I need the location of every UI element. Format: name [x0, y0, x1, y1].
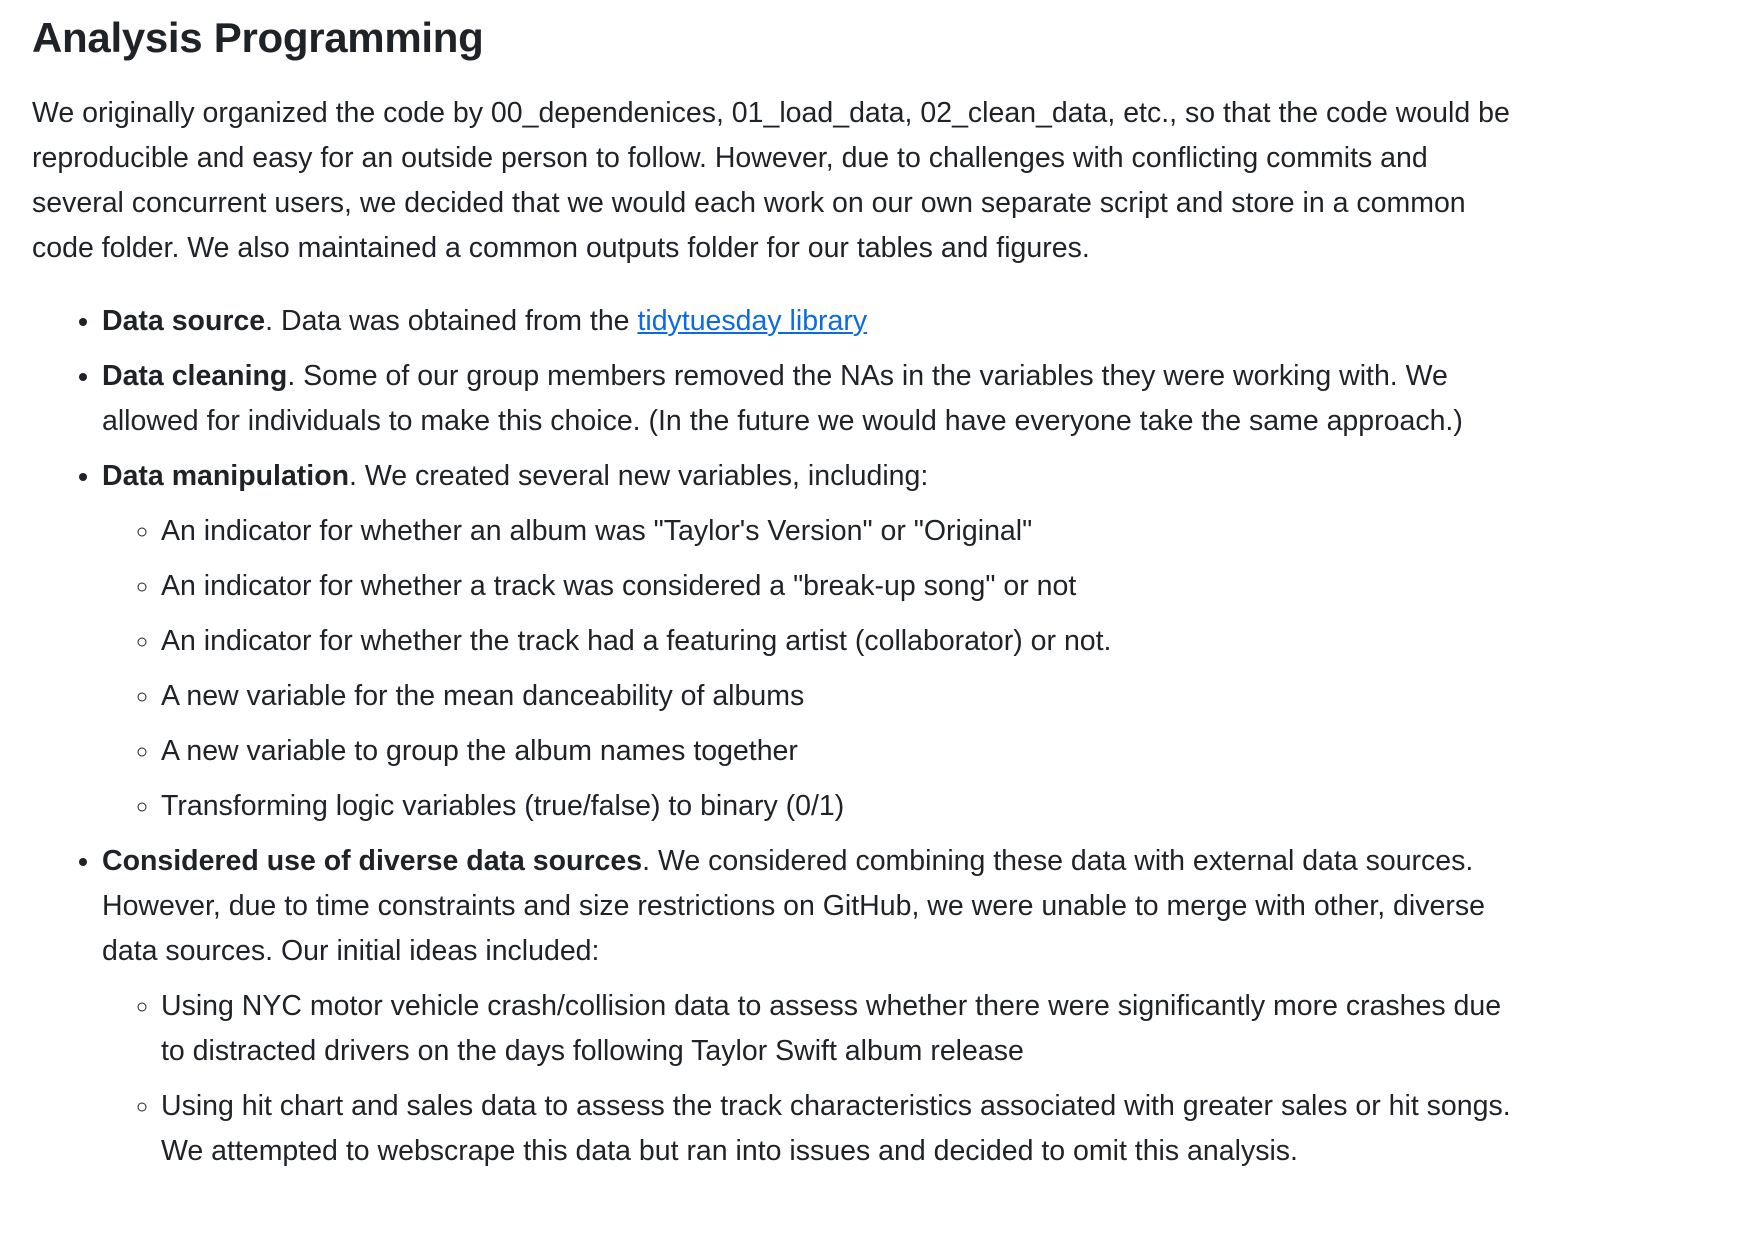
- list-item-lead: Data source: [102, 304, 266, 337]
- list-item-lead: Considered use of diverse data sources: [102, 844, 643, 877]
- sublist-item: ◦ An indicator for whether an album was "Taylor's Version" or "Original": [161, 509, 1527, 554]
- sublist-item: ◦ Transforming logic variables (true/false) to binary (0/1): [161, 784, 1527, 829]
- list-item-text: . We considered combining these data with external data sources. However, due to time constraints and size restrictions on GitHub, we were unable to merge with other, diverse data sources. Our initial ideas included:: [102, 844, 1485, 967]
- list-item-diverse-data-sources: [102, 839, 1527, 1174]
- tidytuesday-link[interactable]: tidytuesday library: [637, 304, 868, 337]
- sublist-item: ◦ An indicator for whether a track was considered a "break-up song" or not: [161, 564, 1527, 609]
- analysis-list: [32, 299, 1527, 1174]
- sublist-item: ◦ Using hit chart and sales data to assess the track characteristics associated with greater sales or hit songs. We attempted to webscrape this data but ran into issues and decided to omit this analysis.: [161, 1084, 1527, 1174]
- manipulation-sublist: [102, 509, 1527, 829]
- list-item-data-manipulation: [102, 454, 1527, 829]
- sublist-item: ◦ A new variable for the mean danceability of albums: [161, 674, 1527, 719]
- list-item-data-cleaning: [102, 354, 1527, 444]
- diverse-sources-sublist: [102, 984, 1527, 1174]
- list-item-lead: Data manipulation: [102, 459, 350, 492]
- list-item-text: . Data was obtained from the: [265, 304, 638, 337]
- sublist-item: ◦ Using NYC motor vehicle crash/collision data to assess whether there were significantly more crashes due to distracted drivers on the days following Taylor Swift album release: [161, 984, 1527, 1074]
- list-item-data-source: [102, 299, 1527, 344]
- list-item-text: . Some of our group members removed the NAs in the variables they were working with. We allowed for individuals to make this choice. (In the future we would have everyone take the same approach.): [102, 359, 1463, 437]
- sublist-item: ◦ An indicator for whether the track had a featuring artist (collaborator) or not.: [161, 619, 1527, 664]
- intro-paragraph: We originally organized the code by 00_dependenices, 01_load_data, 02_clean_data, etc., so that the code would be reproducible and easy for an outside person to follow. However, due to challenges with conflicting commits and several concurrent users, we decided that we would each work on our own separate script and store in a common code folder. We also maintained a common outputs folder for our tables and figures.: [32, 96, 1510, 264]
- list-item-text: . We created several new variables, including:: [349, 459, 929, 492]
- list-item-lead: Data cleaning: [102, 359, 288, 392]
- document-content: [32, 91, 1527, 1174]
- page-title: Analysis Programming: [32, 14, 484, 61]
- sublist-item: ◦ A new variable to group the album names together: [161, 729, 1527, 774]
